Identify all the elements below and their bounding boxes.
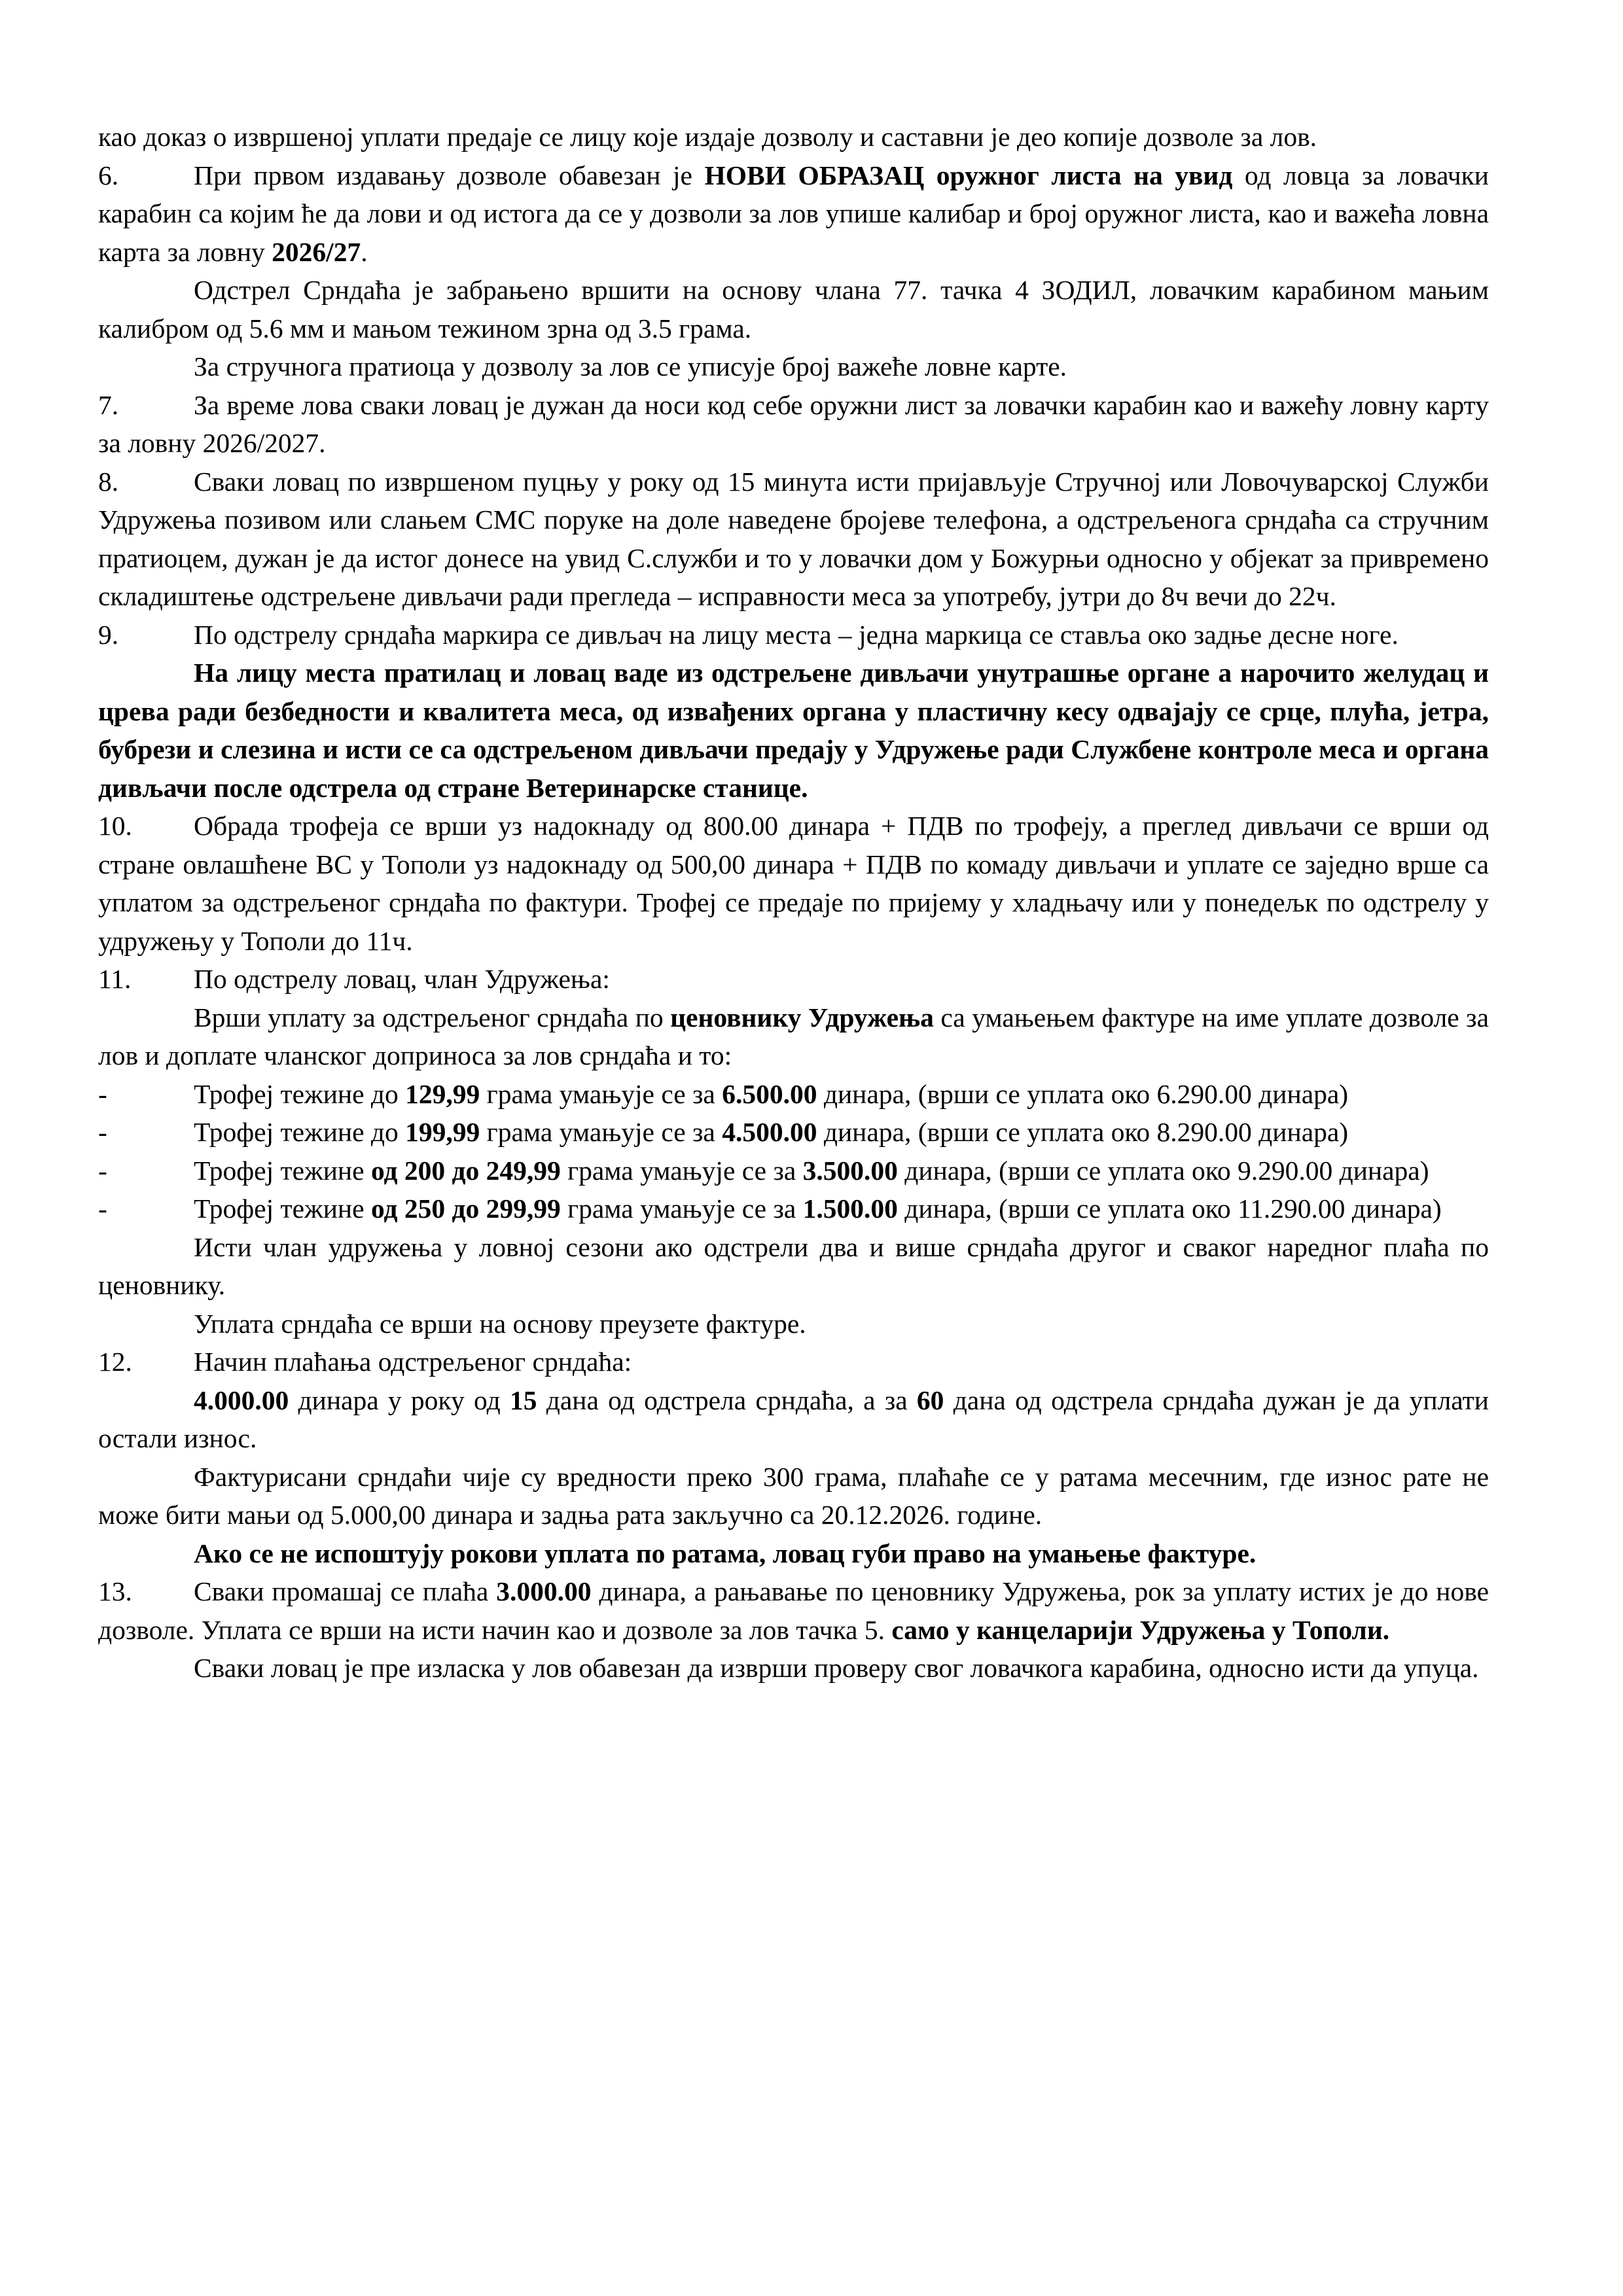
text-segment-bold: На лицу места пратилац и ловац ваде из одстрељене дивљачи унутрашње органе а нарочито желудац и црева ради безбедности и квалитета меса, од извађених органа у пластичну кесу одвајају се срце, плућа, јетра, бубрези и слезина и исти се са одстрељеном дивљачи предају у Удружење ради Службене контроле меса и органа дивљачи после одстрела од стране Ветеринарске станице. [98,658,1489,803]
item-number: 6. [98,160,119,190]
text-segment: динара, а рањавање по ценовнику Удружења, рок за уплату истих је до нове дозволе. Уплата се врши на исти начин као и дозволе за лов тачка 5. [98,1576,1489,1645]
item-number: 7. [98,389,119,420]
text-segment-bold: 4.000.00 [194,1385,289,1415]
text-segment: са умањењем фактуре на име уплате дозволе за лов и доплате чланског доприноса за лов срндаћа и то: [98,1002,1489,1070]
text-segment: Уплата срндаћа се врши на основу преузете фактуре. [194,1308,806,1339]
text-segment-bold: само у канцеларији Удружења у Тополи. [891,1614,1390,1645]
item-number: 13. [98,1576,132,1606]
paragraph-item-7 [98,386,1489,463]
text-segment: Обрада трофеја се врши уз надокнаду од 800.00 динара + ПДВ по трофеју, а преглед дивљачи се врши од стране овлашћене ВС у Тополи уз надокнаду од 500,00 динара + ПДВ по комаду дивљачи и уплате се заједно врше са уплатом за одстрељеног срндаћа по фактури. Трофеј се предаје по пријему у хладњачу или у понедељк по одстрелу у удружењу у Тополи до 11ч. [98,811,1489,956]
text-segment-bold: 4.500.00 [722,1117,817,1147]
text-segment: дана од одстрела срндаћа, а за [537,1385,917,1415]
text-segment: динара, (врши се уплата око 11.290.00 динара) [897,1193,1442,1224]
paragraph-indented [98,271,1489,347]
dash-marker: - [98,1193,107,1224]
text-segment: За стручнога пратиоца у дозволу за лов се уписује број важеће ловне карте. [194,351,1067,381]
item-number: 10. [98,811,132,841]
paragraph-indented [98,347,1489,386]
paragraph-item-11 [98,960,1489,998]
text-segment: Фактурисани срндаћи чије су вредности преко 300 грама, плаћаће се у ратама месечним, где износ рате не може бити мањи од 5.000,00 динара и задња рата закључно са 20.12.2026. године. [98,1461,1489,1530]
text-segment: динара, (врши се уплата око 9.290.00 динара) [897,1155,1429,1186]
dash-marker: - [98,1078,107,1109]
text-segment: као доказ о извршеној уплати предаје се лицу које издаје дозволу и саставни је део копије дозволе за лов. [98,122,1317,152]
text-segment: грама умањује се за [560,1193,803,1224]
text-segment-bold: од 200 до 249,99 [370,1155,561,1186]
text-segment-bold: 60 [916,1385,944,1415]
text-segment-bold: Ако се не испоштују рокови уплата по ратама, ловац губи право на умањење фактуре. [194,1538,1257,1568]
item-number: 11. [98,964,132,994]
paragraph-item-8 [98,463,1489,616]
text-segment: динара, (врши се уплата око 6.290.00 динара) [817,1078,1349,1109]
paragraph-indented [98,998,1489,1075]
text-segment: Сваки промашај се плаћа [194,1576,497,1606]
paragraph-item-13 [98,1572,1489,1649]
paragraph-dash-item [98,1152,1489,1190]
text-segment: Трофеј тежине до [194,1078,406,1109]
text-segment: од ловца за ловачки карабин са којим ће да лови и од истога да се у дозволи за лов упише калибар и број оружног листа, као и важећа ловна карта за ловну [98,160,1489,267]
text-segment: Начин плаћања одстрељеног срндаћа: [194,1347,632,1377]
text-segment: По одстрелу ловац, члан Удружења: [194,964,610,994]
dash-marker: - [98,1155,107,1186]
text-segment-bold: ценовнику Удружења [670,1002,934,1033]
paragraph-item-10 [98,807,1489,960]
text-segment-bold: 1.500.00 [802,1193,898,1224]
text-segment-bold: 129,99 [405,1078,480,1109]
text-segment-bold: 199,99 [405,1117,480,1147]
text-segment: грама умањује се за [480,1078,722,1109]
text-segment-bold: 2026/27 [272,236,361,267]
text-segment: Врши уплату за одстрељеног срндаћа по [194,1002,671,1033]
text-segment: Сваки ловац је пре изласка у лов обавезан да изврши проверу свог ловачкога карабина, односно исти да упуца. [194,1653,1479,1683]
paragraph-dash-item [98,1190,1489,1228]
text-segment-bold: НОВИ ОБРАЗАЦ оружног листа на увид [704,160,1233,190]
paragraph-indented [98,1228,1489,1305]
paragraph-indented [98,1649,1489,1687]
paragraph-indented [98,1458,1489,1534]
text-segment-bold: од 250 до 299,99 [370,1193,561,1224]
paragraph-indented [98,1381,1489,1458]
text-segment: Исти члан удружења у ловној сезони ако одстрели два и више срндаћа другог и сваког наредног плаћа по ценовнику. [98,1231,1489,1300]
item-number: 12. [98,1347,132,1377]
dash-marker: - [98,1117,107,1147]
text-segment: Трофеј тежине до [194,1117,406,1147]
paragraph-bold-notice [98,654,1489,807]
text-segment-bold: 6.500.00 [722,1078,817,1109]
paragraph-dash-item [98,1075,1489,1114]
text-segment: За време лова сваки ловац је дужан да носи код себе оружни лист за ловачки карабин као и важећу ловну карту за ловну 2026/2027. [98,389,1489,458]
paragraph-bold-notice [98,1534,1489,1573]
text-segment: . [361,236,368,267]
text-segment: динара у року од [289,1385,510,1415]
item-number: 8. [98,466,119,497]
paragraph-indented [98,1305,1489,1343]
item-number: 9. [98,619,119,650]
text-segment: грама умањује се за [480,1117,722,1147]
text-segment: При првом издавању дозволе обавезан је [194,160,705,190]
text-segment: По одстрелу срндаћа маркира се дивљач на лицу места – једна маркица се ставља око задње десне ноге. [194,619,1399,650]
text-segment-bold: 3.000.00 [496,1576,592,1606]
paragraph-dash-item [98,1113,1489,1152]
paragraph-item-6 [98,156,1489,272]
text-segment: Одстрел Срндаћа је забрањено вршити на основу члана 77. тачка 4 ЗОДИЛ, ловачким карабином мањим калибром од 5.6 мм и мањом тежином зрна од 3.5 грама. [98,275,1489,344]
paragraph-item-12 [98,1343,1489,1381]
text-segment: динара, (врши се уплата око 8.290.00 динара) [817,1117,1349,1147]
text-segment: Сваки ловац по извршеном пуцњу у року од 15 минута исти пријављује Стручној или Ловочуварској Служби Удружења позивом или слањем СМС поруке на доле наведене бројеве телефона, а одстрељенога срндаћа са стручним пратиоцем, дужан је да истог донесе на увид С.служби и то у ловачки дом у Божурњи односно у објекат за привремено складиштење одстрељене дивљачи ради прегледа – исправности меса за употребу, јутри до 8ч вечи до 22ч. [98,466,1489,611]
document-page [98,118,1489,1687]
text-segment: грама умањује се за [560,1155,803,1186]
text-segment: Трофеј тежине [194,1193,371,1224]
text-segment: Трофеј тежине [194,1155,371,1186]
text-segment-bold: 3.500.00 [802,1155,898,1186]
paragraph-continuation [98,118,1489,156]
paragraph-item-9 [98,616,1489,654]
text-segment: дана од одстрела срндаћа дужан је да уплати остали износ. [98,1385,1489,1453]
text-segment-bold: 15 [509,1385,537,1415]
